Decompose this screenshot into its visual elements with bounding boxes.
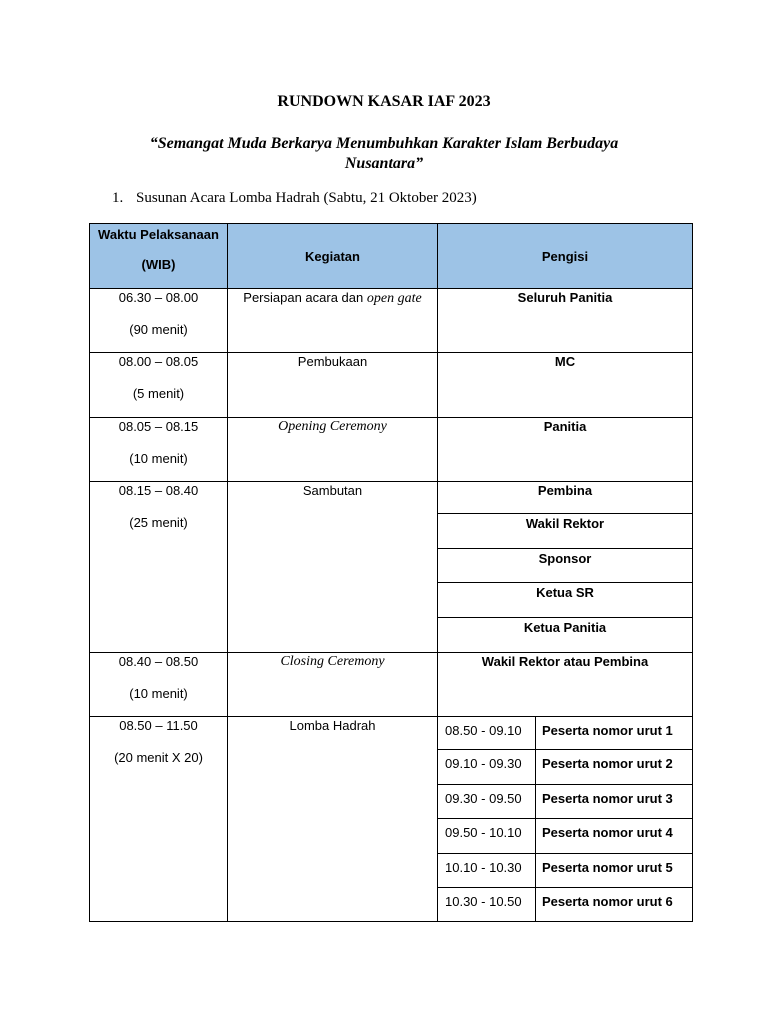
kegiatan-cell: Opening Ceremony	[228, 418, 438, 482]
time-duration: (5 menit)	[132, 386, 185, 401]
time-cell	[90, 289, 228, 353]
slot-name-cell: Peserta nomor urut 4	[536, 819, 693, 854]
slot-name-cell: Peserta nomor urut 5	[536, 854, 693, 888]
header-waktu	[90, 224, 228, 289]
kegiatan-cell	[228, 289, 438, 353]
time-cell	[90, 353, 228, 418]
kegiatan-cell: Sambutan	[228, 482, 438, 653]
time-cell	[90, 717, 228, 922]
time-range: 08.40 – 08.50	[118, 654, 199, 669]
table-row	[90, 717, 693, 750]
slot-time-cell: 09.50 - 10.10	[438, 819, 536, 854]
pengisi-cell: Pembina	[438, 482, 693, 514]
slot-time-cell: 10.30 - 10.50	[438, 888, 536, 922]
time-duration: (10 menit)	[129, 451, 188, 466]
table-row	[90, 482, 693, 514]
pengisi-cell: Seluruh Panitia	[438, 289, 693, 353]
header-kegiatan: Kegiatan	[228, 224, 438, 289]
time-range: 06.30 – 08.00	[118, 290, 199, 305]
slot-name-cell: Peserta nomor urut 6	[536, 888, 693, 922]
time-cell	[90, 418, 228, 482]
time-cell	[90, 653, 228, 717]
slot-time-cell: 09.10 - 09.30	[438, 750, 536, 785]
list-item	[112, 190, 477, 207]
table-header-row	[90, 224, 693, 289]
rundown-table	[89, 223, 693, 922]
pengisi-cell: MC	[438, 353, 693, 418]
table-row	[90, 418, 693, 482]
header-waktu-line2: (WIB)	[141, 257, 176, 272]
pengisi-cell: Panitia	[438, 418, 693, 482]
table-row	[90, 289, 693, 353]
list-text: Susunan Acara Lomba Hadrah (Sabtu, 21 Oktober 2023)	[136, 190, 477, 206]
pengisi-cell: Ketua SR	[438, 583, 693, 618]
time-duration: (20 menit X 20)	[114, 750, 203, 765]
list-number: 1.	[112, 190, 124, 206]
pengisi-cell: Wakil Rektor atau Pembina	[438, 653, 693, 717]
slot-name-cell: Peserta nomor urut 2	[536, 750, 693, 785]
header-pengisi: Pengisi	[438, 224, 693, 289]
time-duration: (25 menit)	[129, 515, 188, 530]
kegiatan-cell: Lomba Hadrah	[228, 717, 438, 922]
time-duration: (10 menit)	[129, 686, 188, 701]
pengisi-cell: Wakil Rektor	[438, 514, 693, 549]
time-range: 08.15 – 08.40	[118, 483, 199, 498]
time-range: 08.50 – 11.50	[119, 718, 198, 733]
time-range: 08.00 – 08.05	[118, 354, 199, 369]
pengisi-cell: Sponsor	[438, 549, 693, 583]
document-title: RUNDOWN KASAR IAF 2023	[277, 93, 491, 110]
slot-time-cell: 08.50 - 09.10	[438, 717, 536, 750]
slot-time-cell: 10.10 - 10.30	[438, 854, 536, 888]
slot-name-cell: Peserta nomor urut 1	[536, 717, 693, 750]
header-waktu-line1: Waktu Pelaksanaan	[98, 227, 219, 242]
slot-time-cell: 09.30 - 09.50	[438, 785, 536, 819]
table-row	[90, 653, 693, 717]
kegiatan-cell: Closing Ceremony	[228, 653, 438, 717]
time-duration: (90 menit)	[129, 322, 188, 337]
time-cell	[90, 482, 228, 653]
kegiatan-cell: Pembukaan	[228, 353, 438, 418]
table-row	[90, 353, 693, 418]
slot-name-cell: Peserta nomor urut 3	[536, 785, 693, 819]
kegiatan-italic-text: open gate	[366, 291, 422, 306]
pengisi-cell: Ketua Panitia	[438, 618, 693, 653]
time-range: 08.05 – 08.15	[118, 419, 199, 434]
document-subtitle: “Semangat Muda Berkarya Menumbuhkan Karakter Islam Berbudaya Nusantara”	[149, 135, 619, 172]
kegiatan-text: Persiapan acara dan	[243, 290, 367, 305]
